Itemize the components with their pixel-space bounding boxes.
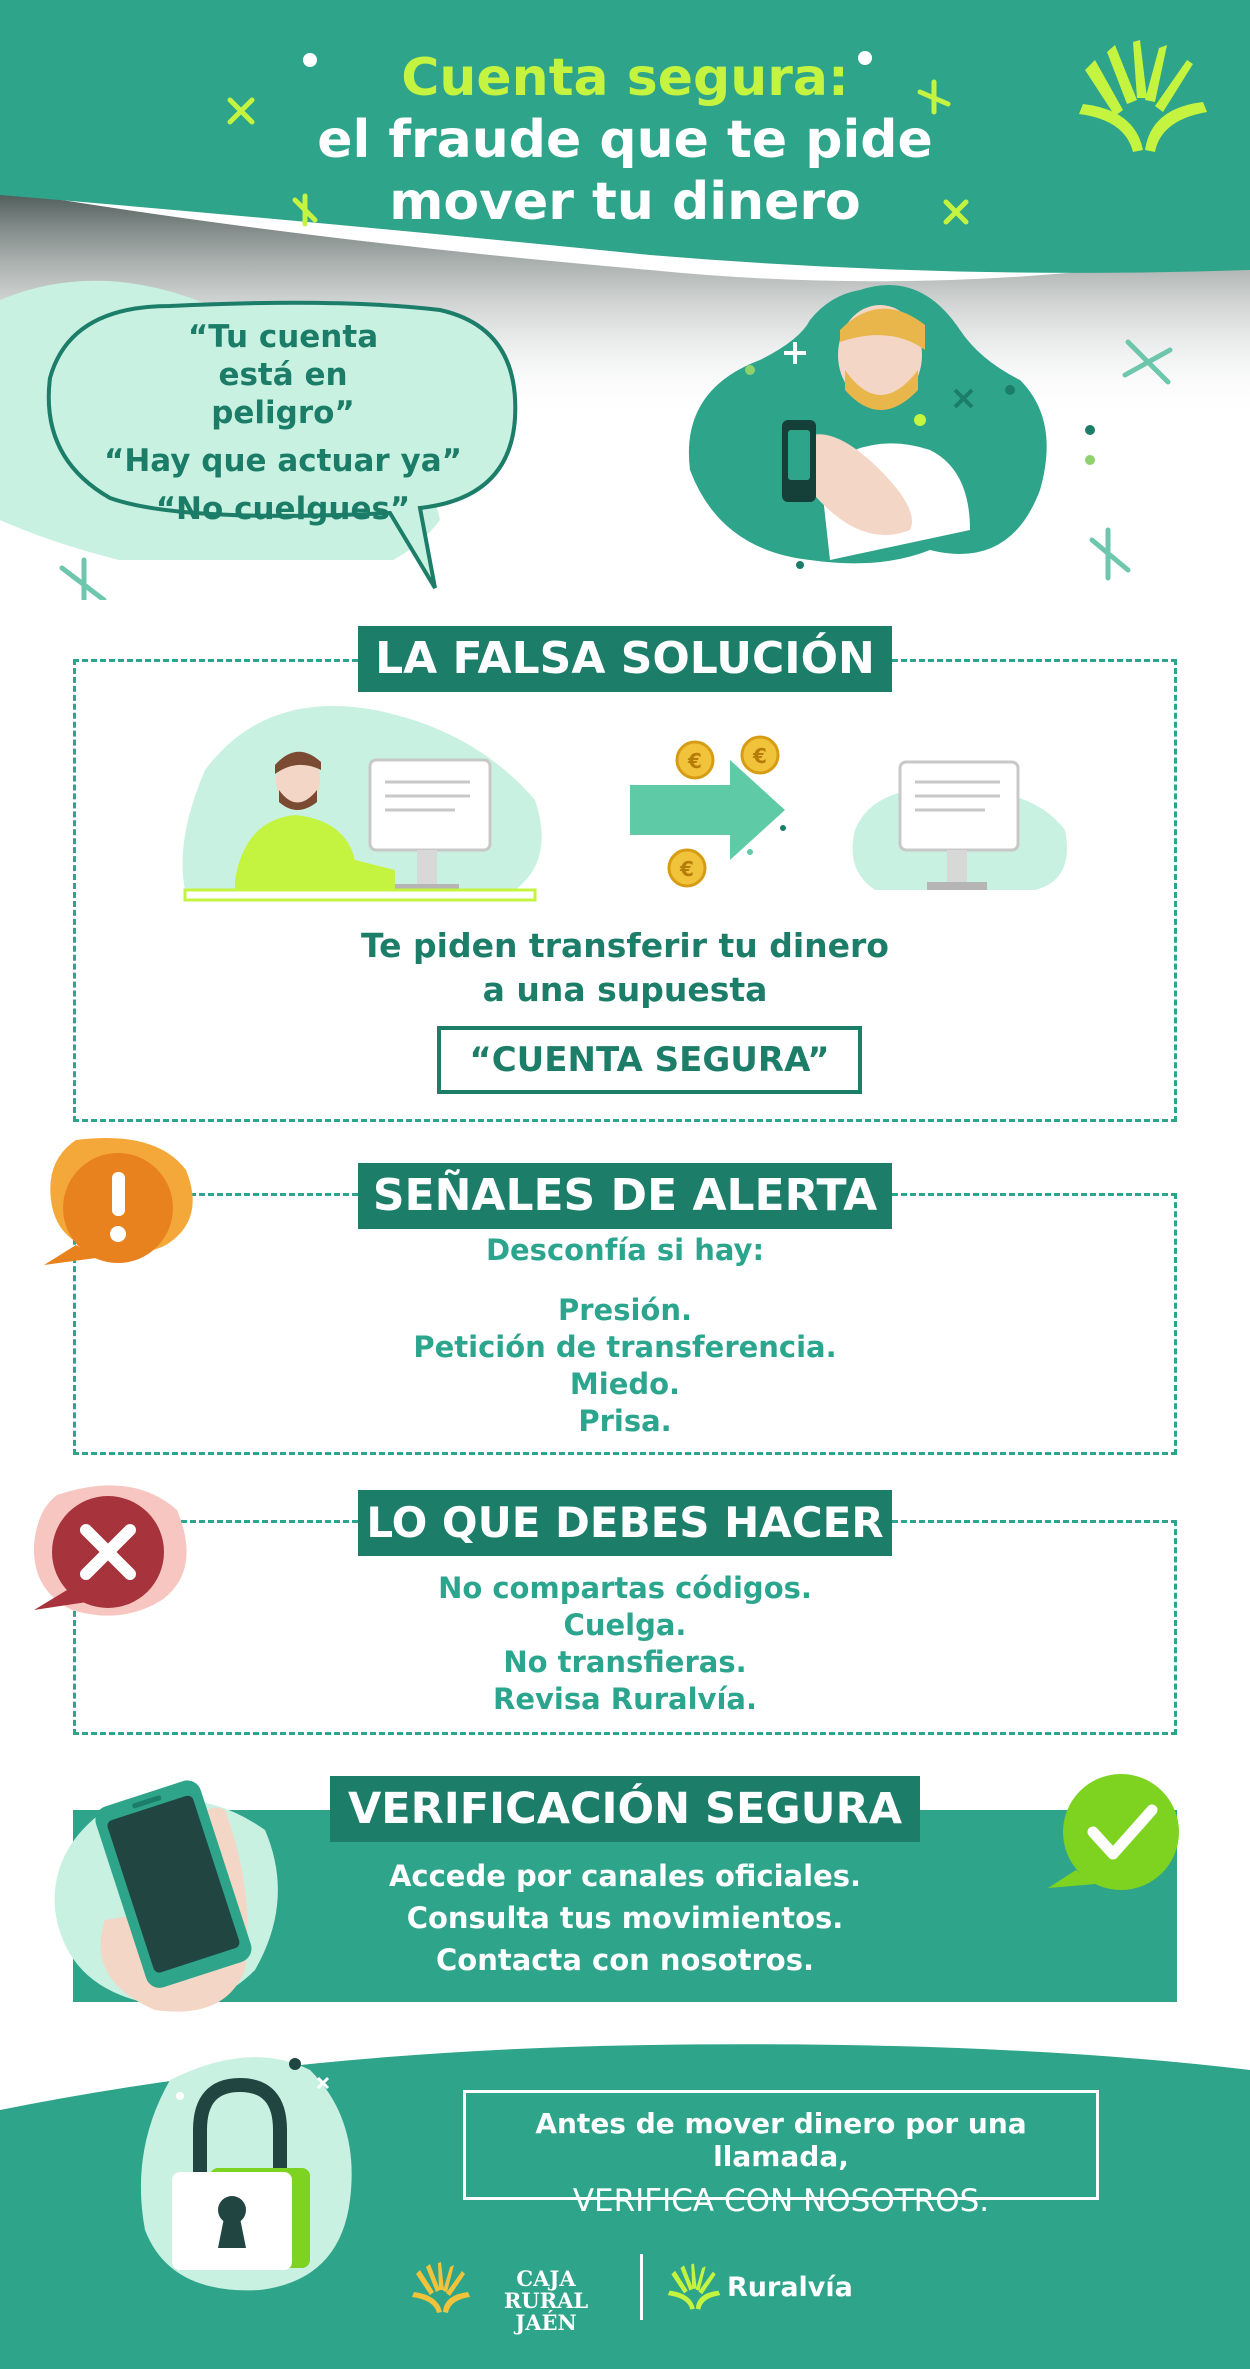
svg-text:€: € xyxy=(753,744,767,768)
scam-quotes xyxy=(58,318,508,538)
debes-hacer-list xyxy=(300,1570,950,1718)
alert-icon xyxy=(36,1130,206,1280)
ruralvia-brand: Ruralvía xyxy=(727,2272,853,2303)
brand-caja-line-1: CAJA RURAL xyxy=(503,2266,589,2313)
debes-hacer-item: No compartas códigos. xyxy=(438,1571,812,1605)
transfer-illustration xyxy=(175,690,1075,910)
verificacion-item: Consulta tus movimientos. xyxy=(406,1901,844,1935)
senales-list xyxy=(300,1292,950,1440)
debes-hacer-item: Cuelga. xyxy=(563,1608,687,1642)
senales-item: Miedo. xyxy=(569,1367,681,1401)
senales-item: Petición de transferencia. xyxy=(413,1330,837,1364)
verify-message-line-1: Antes de mover dinero por una llamada, xyxy=(535,2107,1027,2173)
brand-caja-line-2: JAÉN xyxy=(515,2310,577,2335)
senales-intro: Desconfía si hay: xyxy=(485,1233,765,1267)
check-icon xyxy=(1048,1770,1188,1900)
quote-1: “Tu cuenta está en peligro” xyxy=(187,319,379,431)
quote-2: “Hay que actuar ya” xyxy=(103,443,463,479)
falsa-solucion-line-2: a una supuesta xyxy=(482,970,768,1009)
debes-hacer-item: Revisa Ruralvía. xyxy=(493,1682,757,1716)
caja-rural-jaen-logo-icon xyxy=(410,2262,472,2314)
verificacion-list xyxy=(250,1855,1000,1981)
quote-3: “No cuelgues” xyxy=(155,491,411,527)
padlock-illustration xyxy=(130,2040,370,2300)
error-x-icon xyxy=(22,1470,197,1630)
svg-text:€: € xyxy=(680,857,694,881)
page-title-line-1: Cuenta segura: xyxy=(401,48,849,108)
senales-item: Presión. xyxy=(557,1293,692,1327)
verify-message-line-2: VERIFICA CON NOSOTROS. xyxy=(572,2183,990,2219)
brand-divider xyxy=(640,2254,643,2320)
debes-hacer-title: LO QUE DEBES HACER xyxy=(358,1490,892,1556)
svg-text:€: € xyxy=(688,749,702,773)
verify-message-box xyxy=(463,2090,1099,2219)
decorative-dots xyxy=(720,340,1160,580)
debes-hacer-item: No transfieras. xyxy=(503,1645,747,1679)
page-title-line-2: el fraude que te pide xyxy=(317,110,933,170)
verificacion-item: Accede por canales oficiales. xyxy=(388,1859,862,1893)
caja-rural-jaen-brand xyxy=(476,2268,616,2334)
senales-item: Prisa. xyxy=(578,1404,672,1438)
verificacion-title: VERIFICACIÓN SEGURA xyxy=(330,1776,920,1842)
ruralvia-logo-icon xyxy=(666,2262,722,2312)
page-title-line-3: mover tu dinero xyxy=(389,172,861,232)
falsa-solucion-line-1: Te piden transferir tu dinero xyxy=(361,926,889,965)
senales-title: SEÑALES DE ALERTA xyxy=(358,1163,892,1229)
falsa-solucion-text xyxy=(300,924,950,1012)
verificacion-item: Contacta con nosotros. xyxy=(436,1943,814,1977)
falsa-solucion-title: LA FALSA SOLUCIÓN xyxy=(358,626,892,692)
cuenta-segura-highlight: “CUENTA SEGURA” xyxy=(437,1026,862,1094)
